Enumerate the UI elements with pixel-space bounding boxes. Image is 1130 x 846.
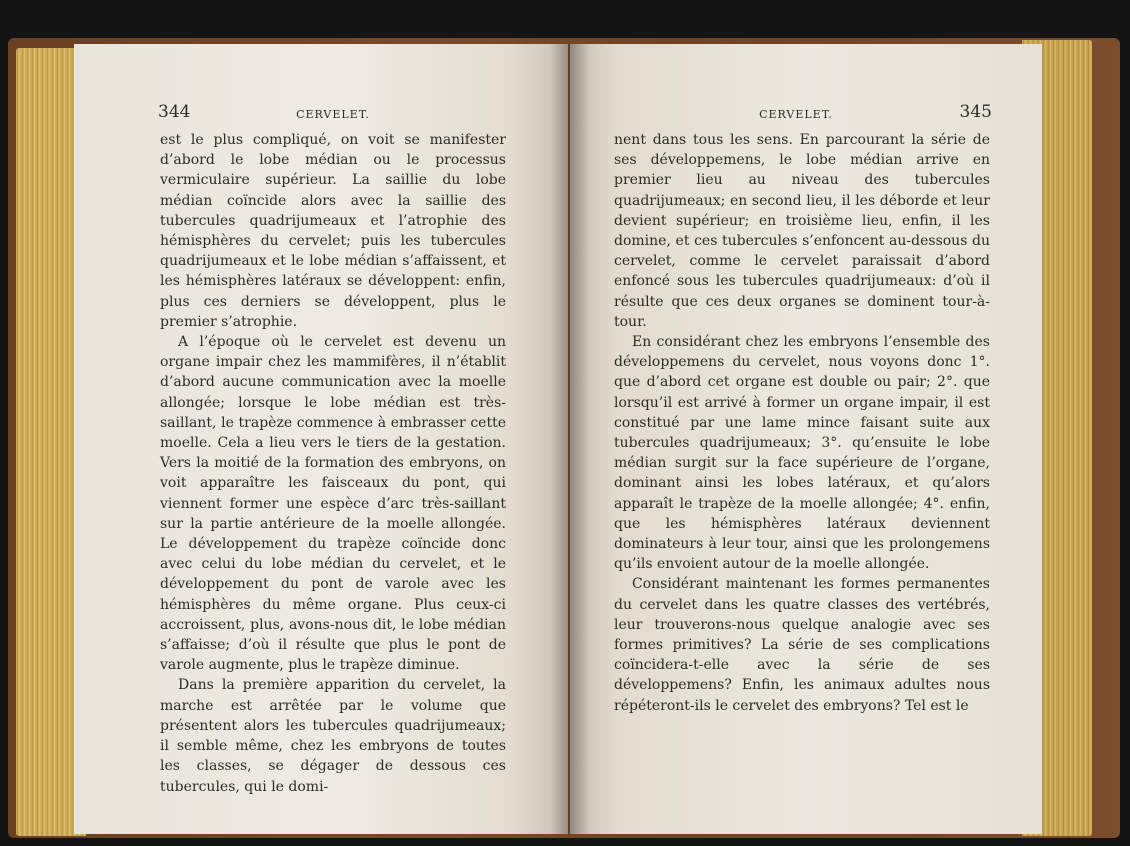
right-paragraph-3: Considérant maintenant les formes permanentes du cervelet dans les quatre classes des vertébrés, leur trouverons-nous quelque analogie avec ses formes primitives? La série de ses complications coïncidera-t-elle avec la série de ses développemens? Enfin, les animaux adultes nous répéteront-ils le cervelet des embryons? Tel est le	[614, 576, 990, 714]
left-page-number: 344	[158, 102, 191, 122]
left-running-title: CERVELET.	[296, 108, 370, 121]
left-paragraph-2: A l’époque où le cervelet est devenu un organe impair chez les mammifères, il n’établit d’abord aucune communication avec la moelle allongée; lorsque le lobe médian est très-saillant, le trapèze commence à embrasser cette moelle. Cela a lieu vers le tiers de la gestation. Vers la moitié de la formation des embryons, on voit apparaître les faisceaux du pont, qui viennent former une espèce d’arc très-saillant sur la partie antérieure de la moelle allongée. Le développement du trapèze coïncide donc avec celui du lobe médian du cervelet, et le développement du pont de varole avec les hémisphères du même organe. Plus ceux-ci accroissent, plus, avons-nous dit, le lobe médian s’affaisse; d’où il résulte que plus le pont de varole augmente, plus le trapèze diminue.	[160, 334, 506, 674]
right-paragraph-1: nent dans tous les sens. En parcourant la série de ses développemens, le lobe médian arrive en premier lieu au niveau des tubercules quadrijumeaux; en second lieu, il les déborde et leur devient supérieur; en troisième lieu, enfin, il les domine, et ces tubercules s’enfoncent au-dessous du cervelet, comme le cervelet paraissait d’abord enfoncé sous les tubercules quadrijumeaux: d’où il résulte que ces deux organes se dominent tour-à-tour.	[614, 132, 990, 330]
left-paragraph-3: Dans la première apparition du cervelet, la marche est arrêtée par le volume que présentent alors les tubercules quadrijumeaux; il semble même, chez les embryons de toutes les classes, se dégager de dessous ces tubercules, qui le domi-	[160, 677, 506, 795]
right-paragraph-2: En considérant chez les embryons l’ensemble des développemens du cervelet, nous voyons donc 1°. que d’abord cet organe est double ou pair; 2°. que lorsqu’il est arrivé à former un organe impair, il est constitué par une lame mince faisant suite aux tubercules quadrijumeaux; 3°. qu’ensuite le lobe médian surgit sur la face supérieure de l’organe, dominant ainsi les lobes latéraux, et qu’alors apparaît le trapèze de la moelle allongée; 4°. enfin, que les hémisphères latéraux deviennent dominateurs à leur tour, ainsi que les prolongemens qu’ils envoient autour de la moelle allongée.	[614, 334, 990, 573]
right-page-header	[600, 104, 992, 126]
left-page	[74, 44, 568, 834]
right-body-text	[614, 130, 990, 716]
left-page-header	[158, 104, 508, 126]
right-running-title: CERVELET.	[759, 108, 833, 121]
left-paragraph-1: est le plus compliqué, on voit se manifester d’abord le lobe médian ou le processus vermiculaire supérieur. La saillie du lobe médian coïncide alors avec la saillie des tubercules quadrijumeaux et l’atrophie des hémisphères du cervelet; puis les tubercules quadrijumeaux et le lobe médian s’affaissent, et les hémisphères latéraux se développent: enfin, plus ces derniers se développent, plus le premier s’atrophie.	[160, 132, 506, 330]
right-page-number: 345	[959, 102, 992, 122]
left-body-text	[160, 130, 506, 797]
right-page	[570, 44, 1042, 834]
